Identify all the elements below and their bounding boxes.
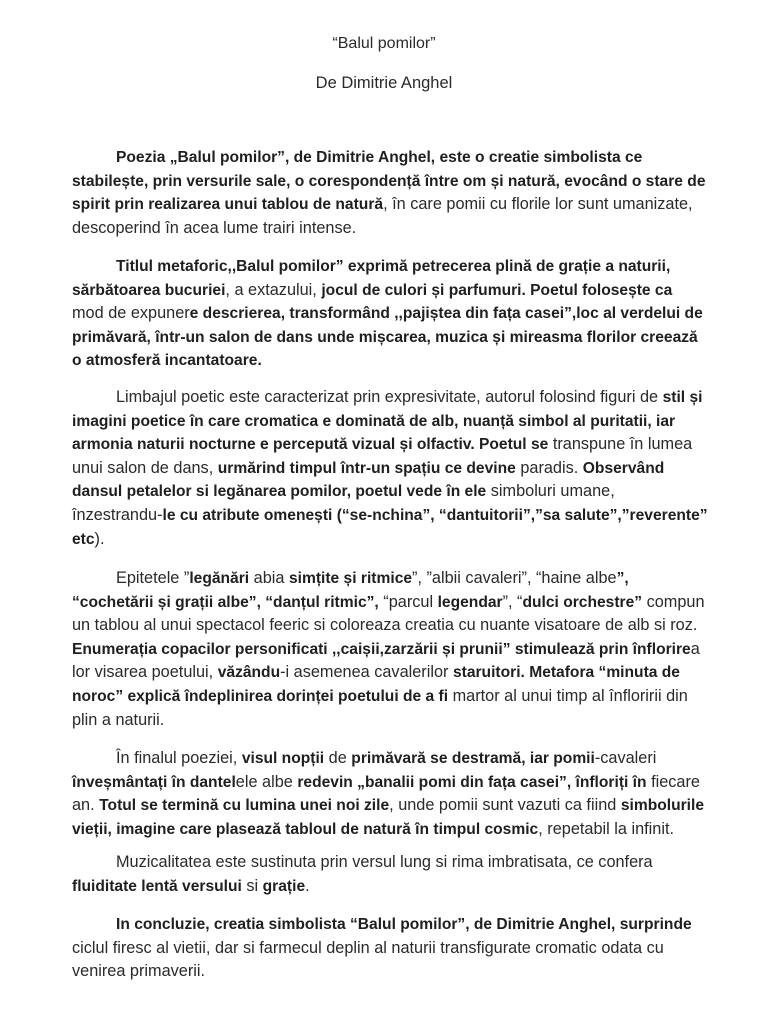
bold-text-run: Totul se termină cu lumina unei noi zile [99, 797, 390, 815]
bold-text-run: visul nopții [241, 750, 325, 767]
bold-text-run: stil și imagini poetice în care cromatica e dominată de alb, nuanță simbol al puritatii, iar armonia naturii nocturne e percepută vizual și olfactiv. Poetul se [72, 389, 703, 454]
bold-text-run: Poezia „Balul pomilor”, de Dimitrie Anghel, este o creatie simbolista ce stabilește, prin versurile sale, o corespondență între om și natură, evocând o stare de spirit prin realizarea unui tablou de natură [72, 149, 706, 214]
bold-text-run: dulci orchestre” [522, 593, 643, 611]
bold-text-run: legănări [189, 570, 250, 587]
text-run: , unde pomii sunt vazuti ca fiind [389, 796, 621, 815]
bold-text-run: Enumerația copacilor personificati ,,caișii,zarzării și prunii” stimulează prin înflorire [72, 640, 691, 658]
paragraph-text [72, 851, 708, 898]
text-run: ). [94, 529, 105, 548]
paragraph-text [72, 913, 708, 984]
text-run: -cavaleri [594, 749, 657, 767]
bold-text-run: In concluzie, creatia simbolista “Balul pomilor”, de Dimitrie Anghel, surprinde [116, 916, 692, 933]
bold-text-run: Observând dansul petalelor si legănarea pomilor, poetul vede în ele [72, 459, 665, 501]
paragraph-2 [72, 255, 708, 373]
bold-text-run: staruitori. Metafora “minuta de noroc” explică îndeplinirea dorinței poetului de a fi [72, 664, 680, 705]
text-run: transpune în lumea unui salon de dans, [72, 435, 693, 477]
bold-text-run: jocul de culori și parfumuri. Poetul folosește ca [321, 281, 673, 299]
text-run: abia [249, 569, 289, 587]
text-run: paradis. [515, 458, 583, 477]
paragraph-5 [72, 747, 708, 841]
text-run: de [324, 749, 352, 767]
paragraph-text [72, 146, 708, 240]
bold-text-run: înveșmântați în dantel [72, 773, 236, 791]
bold-text-run: legendar [437, 593, 503, 611]
text-run: , în care pomii cu florile lor sunt umanizate, descoperind în acea lume trairi intense. [72, 195, 693, 237]
text-run: Limbajul poetic este caracterizat prin expresivitate, autorul folosind figuri de [116, 388, 663, 406]
bold-text-run: le cu atribute omenești (“se-nchina”, “dantuitorii”,”sa salute”,”reverente” etc [72, 506, 708, 548]
bold-text-run: e descrierea, transformând ,,pajiștea din fața casei”,loc al verdelui de primăvară, într-un salon de dans unde mișcarea, muzica și mireasma florilor creează o atmosferă incantatoare. [72, 305, 703, 370]
bold-text-run: văzându [217, 664, 281, 682]
text-run: , repetabil la infinit. [538, 819, 674, 838]
text-run: . [305, 876, 310, 895]
text-run: -i asemenea cavalerilor [280, 663, 453, 682]
paragraph-7 [72, 913, 708, 984]
text-run: mod de expuner [72, 304, 190, 323]
text-run: ele albe [235, 772, 298, 791]
bold-text-run: grație [262, 877, 306, 895]
paragraph-4 [72, 567, 708, 732]
document-title: “Balul pomilor” [332, 35, 436, 52]
paragraph-text [72, 567, 708, 732]
text-run: ”, “ [502, 592, 523, 611]
text-run: În finalul poeziei, [116, 749, 242, 767]
text-run: martor al unui timp al înfloririi din plin a naturii. [72, 686, 688, 729]
text-run: ”, “ [521, 569, 542, 587]
paragraph-3 [72, 386, 708, 551]
text-run: , a extazului, [225, 280, 322, 299]
text-run: ciclul firesc al vietii, dar si farmecul deplin al naturii transfigurate cromatic odata cu venirea primaverii. [72, 938, 664, 981]
bold-text-run: ”, “cochetării și grații albe”, “danțul ritmic”, [72, 570, 629, 611]
paragraph-6 [72, 851, 708, 898]
bold-text-run: urmărind timpul într-un spațiu ce devine [217, 459, 516, 477]
bold-text-run: fluiditate lentă versului [72, 877, 242, 895]
bold-text-run: simbolurile vieții, imagine care plasează tabloul de natură în timpul cosmic [72, 797, 705, 838]
text-run: Epitetele ” [116, 569, 190, 587]
text-run: si [241, 876, 263, 895]
text-run: compun un tablou al unui spectacol feeric si coloreaza creatia cu nuante visatoare de alb si roz. [72, 592, 705, 635]
document-author: De Dimitrie Anghel [315, 74, 453, 92]
text-run: Muzicalitatea este sustinuta prin versul lung si rima imbratisata, ce confera [116, 853, 653, 871]
paragraph-text [72, 747, 708, 841]
bold-text-run: simțite și ritmice [288, 570, 413, 587]
text-run: a lor visarea poetului, [72, 639, 700, 682]
text-run: simboluri umane, înzestrandu- [72, 482, 615, 524]
bold-text-run: redevin „banalii pomi din fața casei”, înfloriți în [297, 773, 647, 791]
paragraph-text [72, 255, 708, 373]
text-run: fiecare an. [72, 772, 700, 815]
text-run: haine albe [541, 569, 617, 587]
text-run: “parcul [378, 592, 438, 611]
paragraph-text [72, 386, 708, 551]
text-run: ”, ”albii cavaleri [412, 569, 522, 587]
bold-text-run: Titlul metaforic,,Balul pomilor” exprimă petrecerea plină de grație a naturii, sărbătoarea bucuriei [72, 258, 671, 299]
bold-text-run: primăvară se destramă, iar pomii [351, 750, 595, 767]
paragraph-1 [72, 146, 708, 240]
